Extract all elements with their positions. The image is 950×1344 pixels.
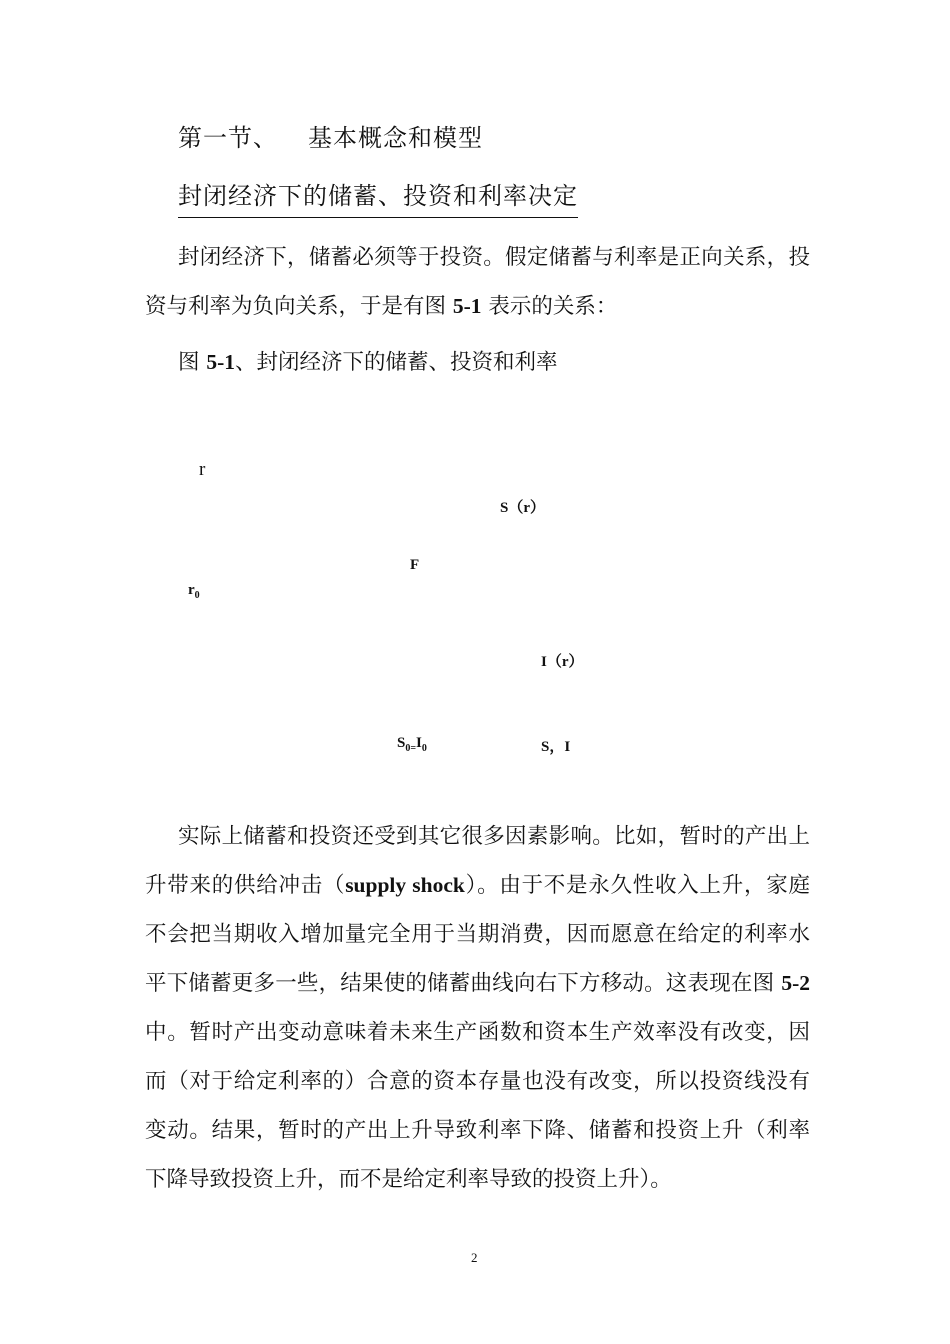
body-text-2: ）。由于不是永久性收入上升，家庭不会把当期收入增加量完全用于当期消费，因而愿意在给定的利率水平下储蓄更多一些，结果使的储蓄曲线向右下方移动。这表现在图 <box>145 873 810 996</box>
page-number: 2 <box>471 1250 478 1265</box>
intro-figure-ref: 5-1 <box>452 294 482 318</box>
r0-label: $r_0$ <box>188 582 200 601</box>
saving-curve-label: S（r） <box>500 500 546 516</box>
intro-paragraph <box>145 233 810 331</box>
subsection-title: 封闭经济下的储蓄、投资和利率决定 <box>178 176 578 218</box>
caption-prefix: 图 <box>178 350 207 375</box>
section-title: 基本概念和模型 <box>308 124 483 152</box>
investment-curve-label: I（r） <box>541 654 584 670</box>
body-paragraph <box>145 812 810 1204</box>
intro-text-2: 表示的关系： <box>481 294 618 319</box>
s0-i0-label: $S_{0=}I_0$ <box>397 735 427 754</box>
body-text-1: 实际上储蓄和投资还受到其它很多因素影响。比如，暂时的产出上升带来的供给冲击（ <box>145 824 810 898</box>
y-axis-label: r <box>199 459 206 480</box>
intro-text-1: 封闭经济下，储蓄必须等于投资。假定储蓄与利率是正向关系，投资与利率为负向关系，于是有图 <box>145 245 810 319</box>
section-heading <box>178 118 483 153</box>
x-axis-label: S，I <box>541 739 571 755</box>
caption-number: 5-1 <box>206 350 236 374</box>
caption-text: 、封闭经济下的储蓄、投资和利率 <box>235 350 558 375</box>
figure-caption <box>178 345 558 376</box>
body-figure-ref: 5-2 <box>781 971 810 995</box>
section-number: 第一节、 <box>178 124 278 152</box>
equilibrium-point-label: F <box>410 557 420 573</box>
body-term: supply shock <box>345 873 465 897</box>
body-text-3: 中。暂时产出变动意味着未来生产函数和资本生产效率没有改变，因而（对于给定利率的）合意的资本存量也没有改变，所以投资线没有变动。结果，暂时的产出上升导致利率下降、储蓄和投资上升（利率下降导致投资上升，而不是给定利率导致的投资上升）。 <box>145 1020 810 1192</box>
